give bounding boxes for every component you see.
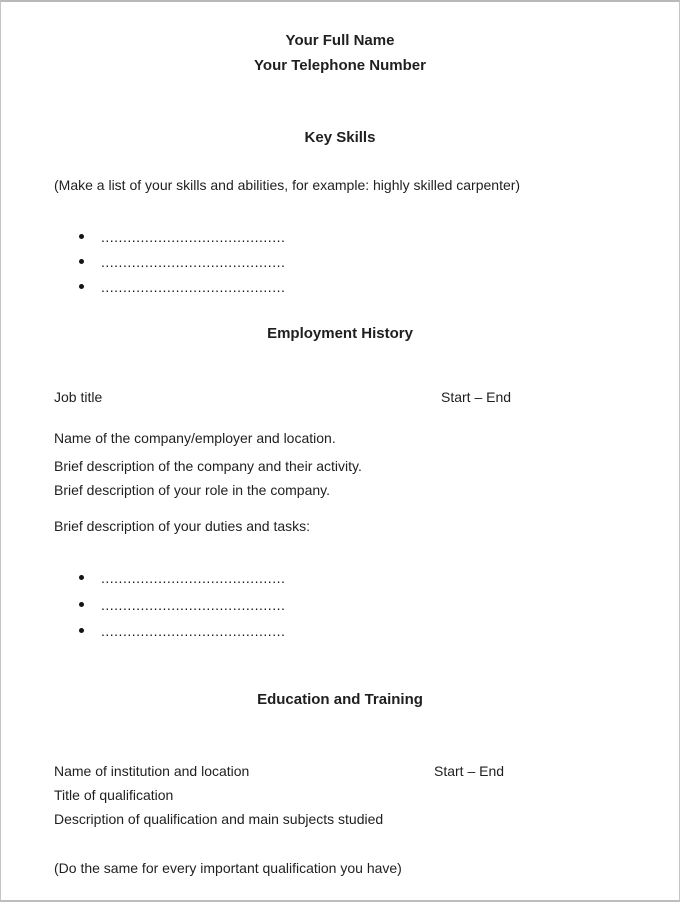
- duties-intro-text: Brief description of your duties and tasks:: [54, 518, 311, 534]
- dotted-line-text: ..........................................: [101, 278, 286, 295]
- education-date-range: Start – End: [434, 763, 505, 779]
- bullet-icon: [79, 234, 84, 239]
- duties-bullet-row: [79, 618, 285, 643]
- education-heading: Education and Training: [257, 691, 423, 708]
- key-skills-heading: Key Skills: [304, 129, 376, 146]
- qualification-title-line: Title of qualification: [54, 787, 174, 803]
- skills-bullet-row: [79, 224, 285, 249]
- skills-hint-text: (Make a list of your skills and abilities, for example: highly skilled carpenter): [54, 177, 521, 193]
- company-role-line: Brief description of your role in the company.: [54, 482, 330, 498]
- dotted-line-text: ..........................................: [101, 622, 286, 639]
- job-title-label: Job title: [54, 389, 103, 405]
- duties-bullet-row: [79, 565, 285, 590]
- dotted-line-text: ..........................................: [101, 596, 286, 613]
- telephone-line: Your Telephone Number: [254, 57, 426, 74]
- dotted-line-text: ..........................................: [101, 253, 286, 270]
- full-name-line: Your Full Name: [285, 32, 395, 49]
- education-note-text: (Do the same for every important qualification you have): [54, 860, 402, 876]
- dotted-line-text: ..........................................: [101, 569, 286, 586]
- duties-bullet-row: [79, 592, 285, 617]
- bullet-icon: [79, 284, 84, 289]
- employment-history-heading: Employment History: [267, 325, 413, 342]
- dotted-line-text: ..........................................: [101, 228, 286, 245]
- company-activity-line: Brief description of the company and their activity.: [54, 458, 362, 474]
- bullet-icon: [79, 602, 84, 607]
- qualification-description-line: Description of qualification and main subjects studied: [54, 811, 384, 827]
- skills-bullet-row: [79, 249, 285, 274]
- employment-date-range: Start – End: [441, 389, 512, 405]
- skills-bullet-row: [79, 274, 285, 299]
- company-name-line: Name of the company/employer and location.: [54, 430, 336, 446]
- institution-label: Name of institution and location: [54, 763, 250, 779]
- bullet-icon: [79, 628, 84, 633]
- bullet-icon: [79, 259, 84, 264]
- bullet-icon: [79, 575, 84, 580]
